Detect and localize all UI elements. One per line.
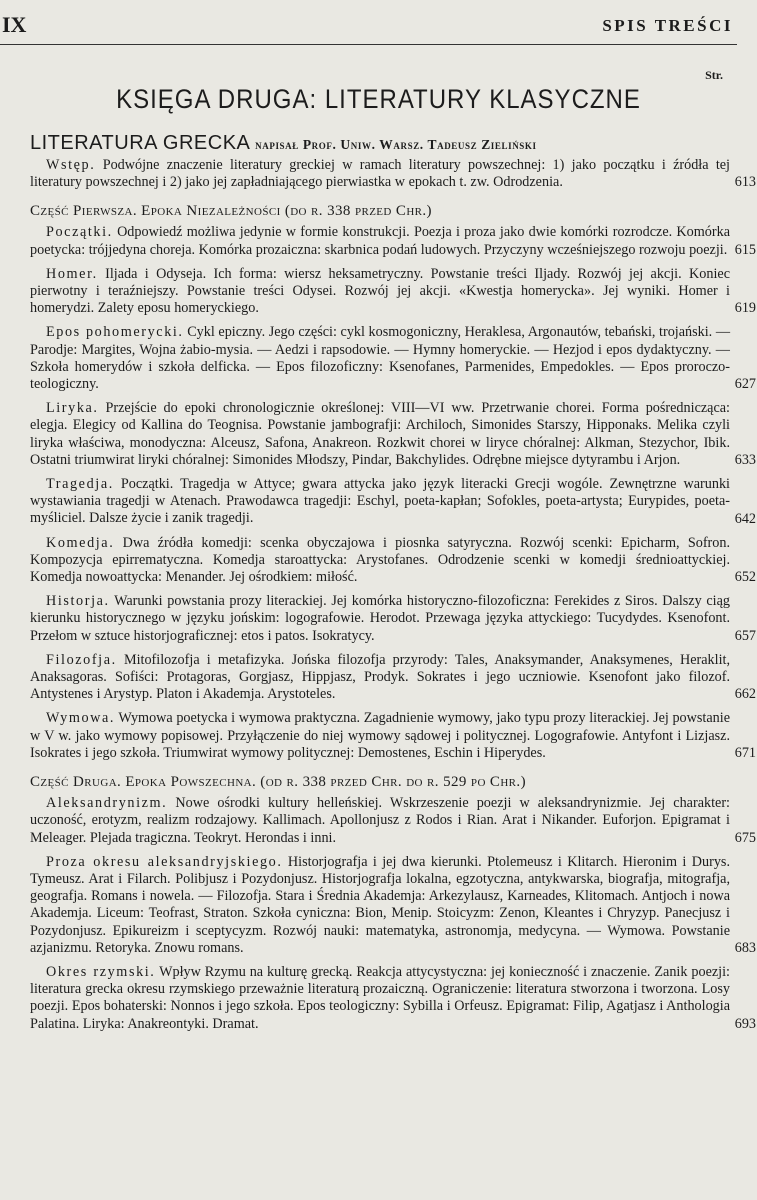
entry-page-number: 613 <box>731 174 756 190</box>
entry-label: Historja. <box>46 593 110 610</box>
toc-entry <box>30 157 756 191</box>
toc-entry <box>30 853 756 957</box>
toc-entry <box>30 324 756 393</box>
page-column-label: Str. <box>705 68 723 82</box>
entry-text: Historjografja i jej dwa kierunki. Ptolemeusz i Klitarch. Hieronim i Durys. Tymeusz. Arat i Filarch. Polibjusz i Pozydonjusz. Historjografja lokalna, egzotyczna, antykwarska, biografja, mitografja, geografja. Romans i nowela. — Filozofja. Stara i Średnia Akademja: Arkezylausz, Karneades, Klitomach. Antjoch i nowa Akademja. Liceum: Teofrast, Straton. Szkoła cyniczna: Bion, Menip. Stoicyzm: Zenon, Kleantes i Chryzyp. Panecjusz i Pozydonjusz. Epikureizm i sceptycyzm. Rozwój nauki: matematyka, astronomja, medycyna. — Wymowa. Powstanie azjanizmu. Retoryka. Znowu romans. <box>30 853 731 956</box>
entry-group-part-2 <box>30 795 756 1033</box>
entry-label: Filozofja. <box>46 651 117 668</box>
entry-text: Nowe ośrodki kultury helleńskiej. Wskrzeszenie poezji w aleksandrynizmie. Jej charakter: uczoność, erotyzm, realizm rodzajowy. Kallimach. Apollonjusz z Rodos i Rian. Arat i Nikander. Euforjon. Epigramat i Meleager. Plejada tragiczna. Teokryt. Herondas i inni. <box>30 795 730 846</box>
book-title: KSIĘGA DRUGA: LITERATURY KLASYCZNE <box>116 84 641 115</box>
entry-page-number: 619 <box>731 300 756 316</box>
toc-entry <box>30 963 756 1033</box>
entry-text: Podwójne znaczenie literatury greckiej w ramach literatury powszechnej: 1) jako początku i źródła tej literatury powszechnej i 2) jako jej zapładniającego pierwiastka w epokach t. zw. Odrodzenia. <box>30 157 731 191</box>
entry-text: Przejście do epoki chronologicznie określonej: VIII—VI ww. Przetrwanie chorei. Forma pośrednicząca: elegja. Elegicy od Kallina do Teognisa. Powstanie jambografji: Archiloch, Simonides Starszy, Hipponaks. Melika czyli liryka właściwa, monodyczna: Alceusz, Safona, Anakreon. Rozkwit chorei w liryce chóralnej: Alkman, Stezychor, Ibik. Ostatni triumwirat liryki chóralnej: Simonides Młodszy, Pindar, Bakchylides. Odrębne miejsce dytyrambu i Arjon. <box>30 400 730 468</box>
part-heading-2: Część Druga. Epoka Powszechna. (od r. 338 przed Chr. do r. 529 po Chr.) <box>30 774 526 791</box>
entry-page-number: 683 <box>731 940 756 956</box>
entry-page-number: 627 <box>731 376 756 392</box>
entry-page-number: 652 <box>731 569 756 585</box>
toc-entry <box>30 795 756 847</box>
entry-text: Wpływ Rzymu na kulturę grecką. Reakcja attycystyczna: jej konieczność i znaczenie. Zanik poezji: literatura grecka okresu rzymskiego przeważnie literaturą prozaiczną. Ograniczenie: literatura stworzona i tworzona. Losy poezji. Epos bohaterski: Nonnos i jego szkoła. Epos teologiczny: Sybilla i Orfeusz. Epigramat: Filip, Agatjasz i Anthologia Palatina. Liryka: Anakreontyki. Dramat. <box>30 963 730 1032</box>
entry-page-row <box>30 376 756 393</box>
toc-content <box>30 132 756 1040</box>
entry-page-number: 642 <box>731 511 756 527</box>
entry-page-number: 671 <box>731 745 756 761</box>
toc-entry <box>30 400 756 469</box>
entry-text: Wymowa poetycka i wymowa praktyczna. Zagadnienie wymowy, jako typu prozy literackiej. Jej powstanie w V w. jako wymowy popisowej. Przyłączenie do niej wymowy sądowej i politycznej. Logografowie. Antyfont i Lizjasz. Isokrates i jego szkoła. Triumwirat wymowy politycznej: Demostenes, Eschin i Hiperydes. <box>30 710 730 761</box>
literature-author: napisał Prof. Uniw. Warsz. Tadeusz Zieliński <box>255 137 537 152</box>
toc-entry <box>30 651 756 704</box>
entry-text: Dwa źródła komedji: scenka obyczajowa i piosnka satyryczna. Rozwój scenki: Epicharm, Sofron. Kompozycja epirrematyczna. Komedja staroattycka: Arystofanes. Odrodzenie scenki w komedji średnioattyckiej. Komedja nowoattycka: Menander. Jej ośrodkiem: miłość. <box>30 534 730 586</box>
entry-text: Początki. Tragedja w Attyce; gwara attycka jako język literacki Grecji wogóle. Zewnętrzne warunki wystawiania tragedji w Atenach. Prawodawca tragedji: Eschyl, poeta-kapłan; Sofokles, poeta-artysta; Eurypides, poeta-myśliciel. Dalsze życie i zanik tragedji. <box>30 476 730 527</box>
toc-entry <box>30 476 756 528</box>
entry-label: Komedja. <box>46 534 115 551</box>
entry-body <box>30 224 730 258</box>
entry-label: Epos pohomerycki. <box>46 324 184 341</box>
running-title: SPIS TREŚCI <box>602 16 733 35</box>
entry-label: Liryka. <box>46 400 99 417</box>
part-heading-1: Część Pierwsza. Epoka Niezależności (do r. 338 przed Chr.) <box>30 203 432 220</box>
entry-page-number: 633 <box>731 452 756 468</box>
entry-page-number: 693 <box>731 1016 756 1032</box>
entry-text: Odpowiedź możliwa jedynie w formie konstrukcji. Poezja i proza jako dwie komórki rozrodcze. Komórka poetycka: trójjedyna choreja. Komórka prozaiczna: skarbnica podań ludowych. Przyczyny wcześniejszego rozwoju poezji. <box>30 224 731 258</box>
literature-title: LITERATURA GRECKA <box>30 132 251 154</box>
entry-page-number: 662 <box>731 686 756 702</box>
entry-text: Mitofilozofja i metafizyka. Jońska filozofja przyrody: Tales, Anaksymander, Anaksymenes, Heraklit, Anaksagoras. Sofiści: Protagoras, Gorgjasz, Hippjasz, Prodyk. Sokrates i jego uczniowie. Ksenofont jako filozof. Antystenes i Arystyp. Platon i Akademja. Arystoteles. <box>30 651 731 703</box>
entry-group-part-1 <box>30 224 756 762</box>
entry-body <box>30 400 730 469</box>
entry-text: Iljada i Odyseja. Ich forma: wiersz heksametryczny. Powstanie treści Iljady. Rozwój jej akcji. Koniec pierwotny i teraźniejszy. Powstanie treści Odysei. Rozwój jej akcji. «Kwestja homerycka». Jej wyniki. Homer i homerydzi. Zalety eposu homeryckiego. <box>30 265 730 317</box>
entry-label: Okres rzymski. <box>46 963 156 980</box>
entry-label: Proza okresu aleksandryjskiego. <box>46 853 283 870</box>
entry-page-number: 675 <box>731 830 756 846</box>
entry-group-intro <box>30 157 756 191</box>
entry-label: Wymowa. <box>46 710 116 727</box>
toc-entry <box>30 534 756 587</box>
entry-page-number: 615 <box>731 242 756 258</box>
literature-heading <box>30 132 730 155</box>
entry-label: Tragedja. <box>46 476 114 493</box>
entry-label: Aleksandrynizm. <box>46 795 168 812</box>
entry-text: Cykl epiczny. Jego części: cykl kosmogoniczny, Heraklesa, Argonautów, tebański, trojański. — Parodje: Margites, Wojna żabio-mysia. — Aedzi i rapsodowie. — Hymny homeryckie. — Hezjod i epos dydaktyczny. — Szkoła homerydów i szkoła delficka. — Epos filozoficzny: Ksenofanes, Parmenides, Empedokles. — Epos proroczo-teologiczny. <box>30 324 731 393</box>
entry-label: Wstęp. <box>46 157 96 173</box>
entry-text: Warunki powstania prozy literackiej. Jej komórka historyczno-filozoficzna: Ferekides z Siros. Dalszy ciąg kierunku historycznego w języku jońskim: logografowie. Herodot. Przewaga języka attyckiego: Tucydydes. Ksenofont. Przełom w sztuce historjograficznej: etos i patos. Isokratycy. <box>30 593 730 644</box>
toc-entry <box>30 265 756 318</box>
entry-label: Homer. <box>46 265 98 282</box>
toc-entry <box>30 593 756 645</box>
header-rule <box>0 44 737 45</box>
toc-entry <box>30 224 756 258</box>
entry-page-number: 657 <box>731 628 756 644</box>
page-number-roman: IX <box>2 12 27 37</box>
running-head <box>0 12 757 42</box>
toc-entry <box>30 710 756 762</box>
entry-label: Początki. <box>46 224 113 241</box>
